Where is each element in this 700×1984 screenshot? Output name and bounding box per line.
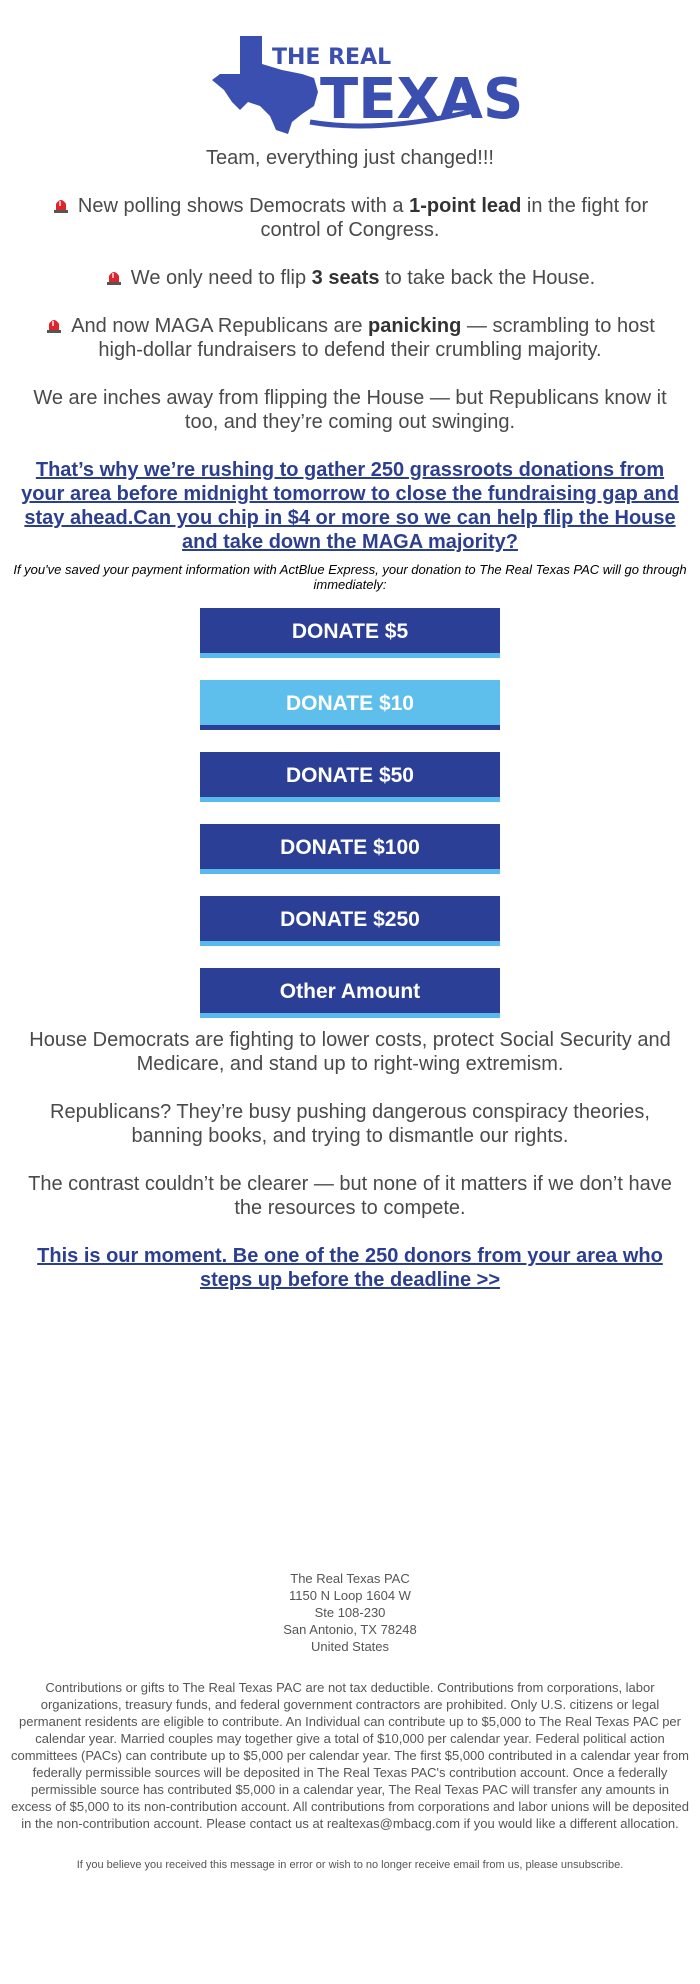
donate-100-button[interactable]: DONATE $100 [200,824,500,874]
actblue-express-note: If you've saved your payment information with ActBlue Express, your donation to The Real Texas PAC will go through immediately: [13,562,687,592]
footer-org: The Real Texas PAC [290,1571,410,1586]
bullet-2-pre: We only need to flip [130,267,312,289]
texas-state-logo-icon [210,30,524,136]
paragraph-contrast: The contrast couldn’t be clearer — but none of it matters if we don’t have the resources to compete. [28,1173,672,1219]
donate-50-button[interactable]: DONATE $50 [200,752,500,802]
footer-address [0,1570,700,1655]
bullet-1-pre: New polling shows Democrats with a [77,195,410,217]
footer-country: United States [310,1639,390,1654]
donate-10-button[interactable]: DONATE $10 [200,680,500,730]
donate-link-250-donations[interactable]: That’s why we’re rushing to gather 250 grassroots donations from your area before midnight tomorrow to close the fundraising gap and stay ahead.Can you chip in $4 or more so we can help flip the House and take down the MAGA majority? [21,459,679,553]
footer-street: 1150 N Loop 1604 W [289,1588,411,1603]
unsubscribe-text[interactable]: If you believe you received this message in error or wish to no longer receive email from us, please unsubscribe. [76,1859,624,1871]
logo-line1: THE REAL [272,45,392,70]
bullet-1-post: in the fight for control of Congress. [260,195,649,241]
bullet-3-pre: And now MAGA Republicans are [71,315,369,337]
donate-250-button[interactable]: DONATE $250 [200,896,500,946]
legal-disclaimer: Contributions or gifts to The Real Texas PAC are not tax deductible. Contributions from corporations, labor organizations, treasury funds, and federal government contractors are prohibited. Only U.S. citizens or legal permanent residents are eligible to contribute. An Individual can contribute up to $5,000 to The Real Texas PAC per calendar year. Married couples may together give a total of $10,000 per calendar year. Federal political action committees (PACs) can contribute up to $5,000 per calendar year. The first $5,000 contributed in a calendar year from federally permissible sources will be deposited in The Real Texas PAC's contribution account. Once a federally permissible source has contributed $5,000 in a calendar year, The Real Texas PAC will transfer any amounts in excess of $5,000 to its non-contribution account. All contributions from corporations and labor unions will be deposited in the non-contribution account. Please contact us at realtexas@mbacg.com if you would like a different allocation. [10,1680,690,1831]
bullet-1-bold: 1-point lead [409,195,522,217]
bullet-3-post: — scrambling to host high-dollar fundraisers to defend their crumbling majority. [98,315,655,361]
bullet-2-bold: 3 seats [311,267,380,289]
siren-icon [52,196,70,214]
donate-link-our-moment[interactable]: This is our moment. Be one of the 250 donors from your area who steps up before the deadline >> [37,1245,663,1291]
siren-icon [105,268,123,286]
bullet-3 [22,314,678,362]
logo-line2: TEXAS [320,67,524,132]
bullet-1 [22,194,678,242]
donate-5-button[interactable]: DONATE $5 [200,608,500,658]
paragraph-house-democrats: House Democrats are fighting to lower costs, protect Social Security and Medicare, and stand up to right-wing extremism. [29,1029,671,1075]
footer-city: San Antonio, TX 78248 [283,1622,417,1637]
paragraph-republicans: Republicans? They’re busy pushing dangerous conspiracy theories, banning books, and trying to dismantle our rights. [50,1101,650,1147]
paragraph-inches-away: We are inches away from flipping the House — but Republicans know it too, and they’re coming out swinging. [33,387,667,433]
intro-text: Team, everything just changed!!! [206,147,494,169]
bullet-3-bold: panicking [368,315,462,337]
bullet-2-post: to take back the House. [379,267,596,289]
siren-icon [45,316,63,334]
bullet-2 [22,266,678,290]
footer-suite: Ste 108-230 [314,1605,386,1620]
donate-other-amount-button[interactable]: Other Amount [200,968,500,1018]
the-real-texas-logo[interactable] [0,0,700,136]
